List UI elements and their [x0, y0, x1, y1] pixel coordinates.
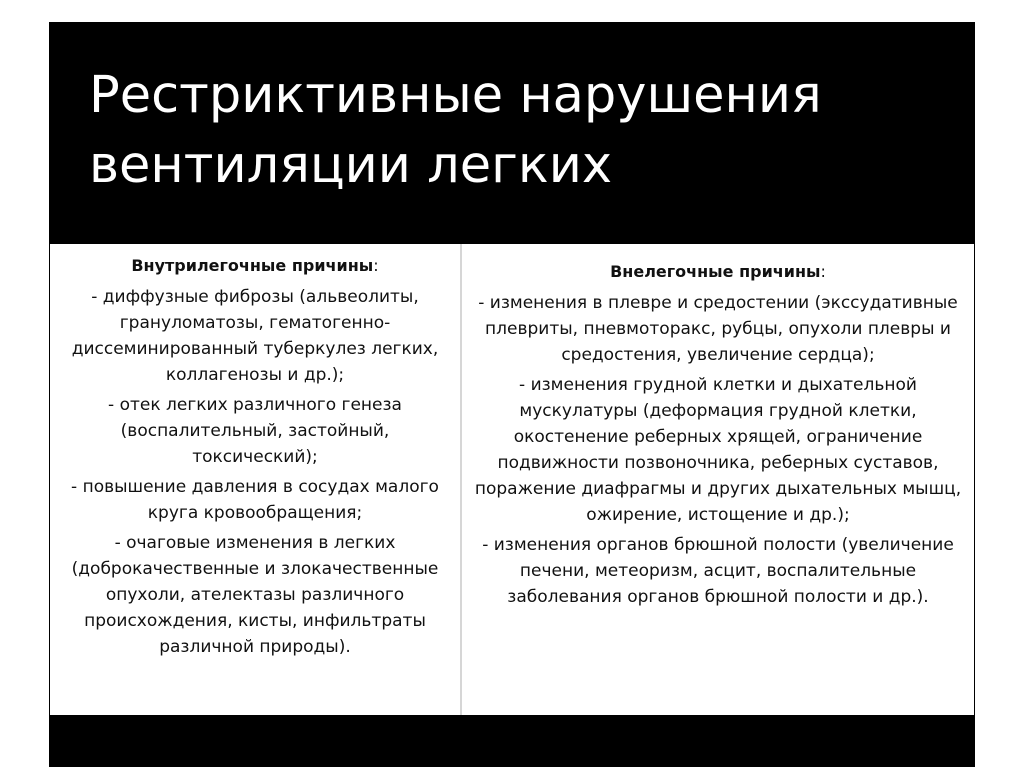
list-item: - отек легких различного генеза (воспалительный, застойный, токсический);	[108, 395, 402, 467]
slide-title-bar	[49, 22, 975, 243]
list-item: - изменения грудной клетки и дыхательной мускулатуры (деформация грудной клетки, окостенение реберных хрящей, ограничение подвижности позвоночника, реберных суставов, поражение диафрагмы и других дыхательных мышц, ожирение, истощение и др.);	[474, 375, 962, 525]
list-item: - изменения в плевре и средостении (экссудативные плевриты, пневмоторакс, рубцы, опухоли плевры и средостения, увеличение сердца);	[478, 293, 958, 365]
list-item: - диффузные фиброзы (альвеолиты, грануломатозы, гематогенно-диссеминированный туберкулез легких, коллагенозы и др.);	[71, 287, 439, 385]
extrapulmonary-heading-text: Внелегочные причины	[610, 262, 821, 281]
intrapulmonary-causes-column	[50, 244, 462, 715]
intrapulmonary-causes-heading: Внутрилегочные причины:	[131, 256, 379, 275]
intrapulmonary-heading-text: Внутрилегочные причины	[131, 256, 374, 275]
slide-title: Рестриктивные нарушения вентиляции легких	[89, 65, 822, 195]
causes-table	[50, 244, 974, 715]
slide	[49, 22, 975, 767]
list-item: - повышение давления в сосудах малого круга кровообращения;	[71, 477, 439, 523]
extrapulmonary-causes-heading: Внелегочные причины:	[610, 262, 826, 281]
list-item: - очаговые изменения в легких (доброкачественные и злокачественные опухоли, ателектазы различного происхождения, кисты, инфильтраты различной природы).	[71, 533, 439, 657]
extrapulmonary-causes-column	[462, 244, 974, 715]
list-item: - изменения органов брюшной полости (увеличение печени, метеоризм, асцит, воспалительные заболевания органов брюшной полости и др.).	[482, 535, 954, 607]
